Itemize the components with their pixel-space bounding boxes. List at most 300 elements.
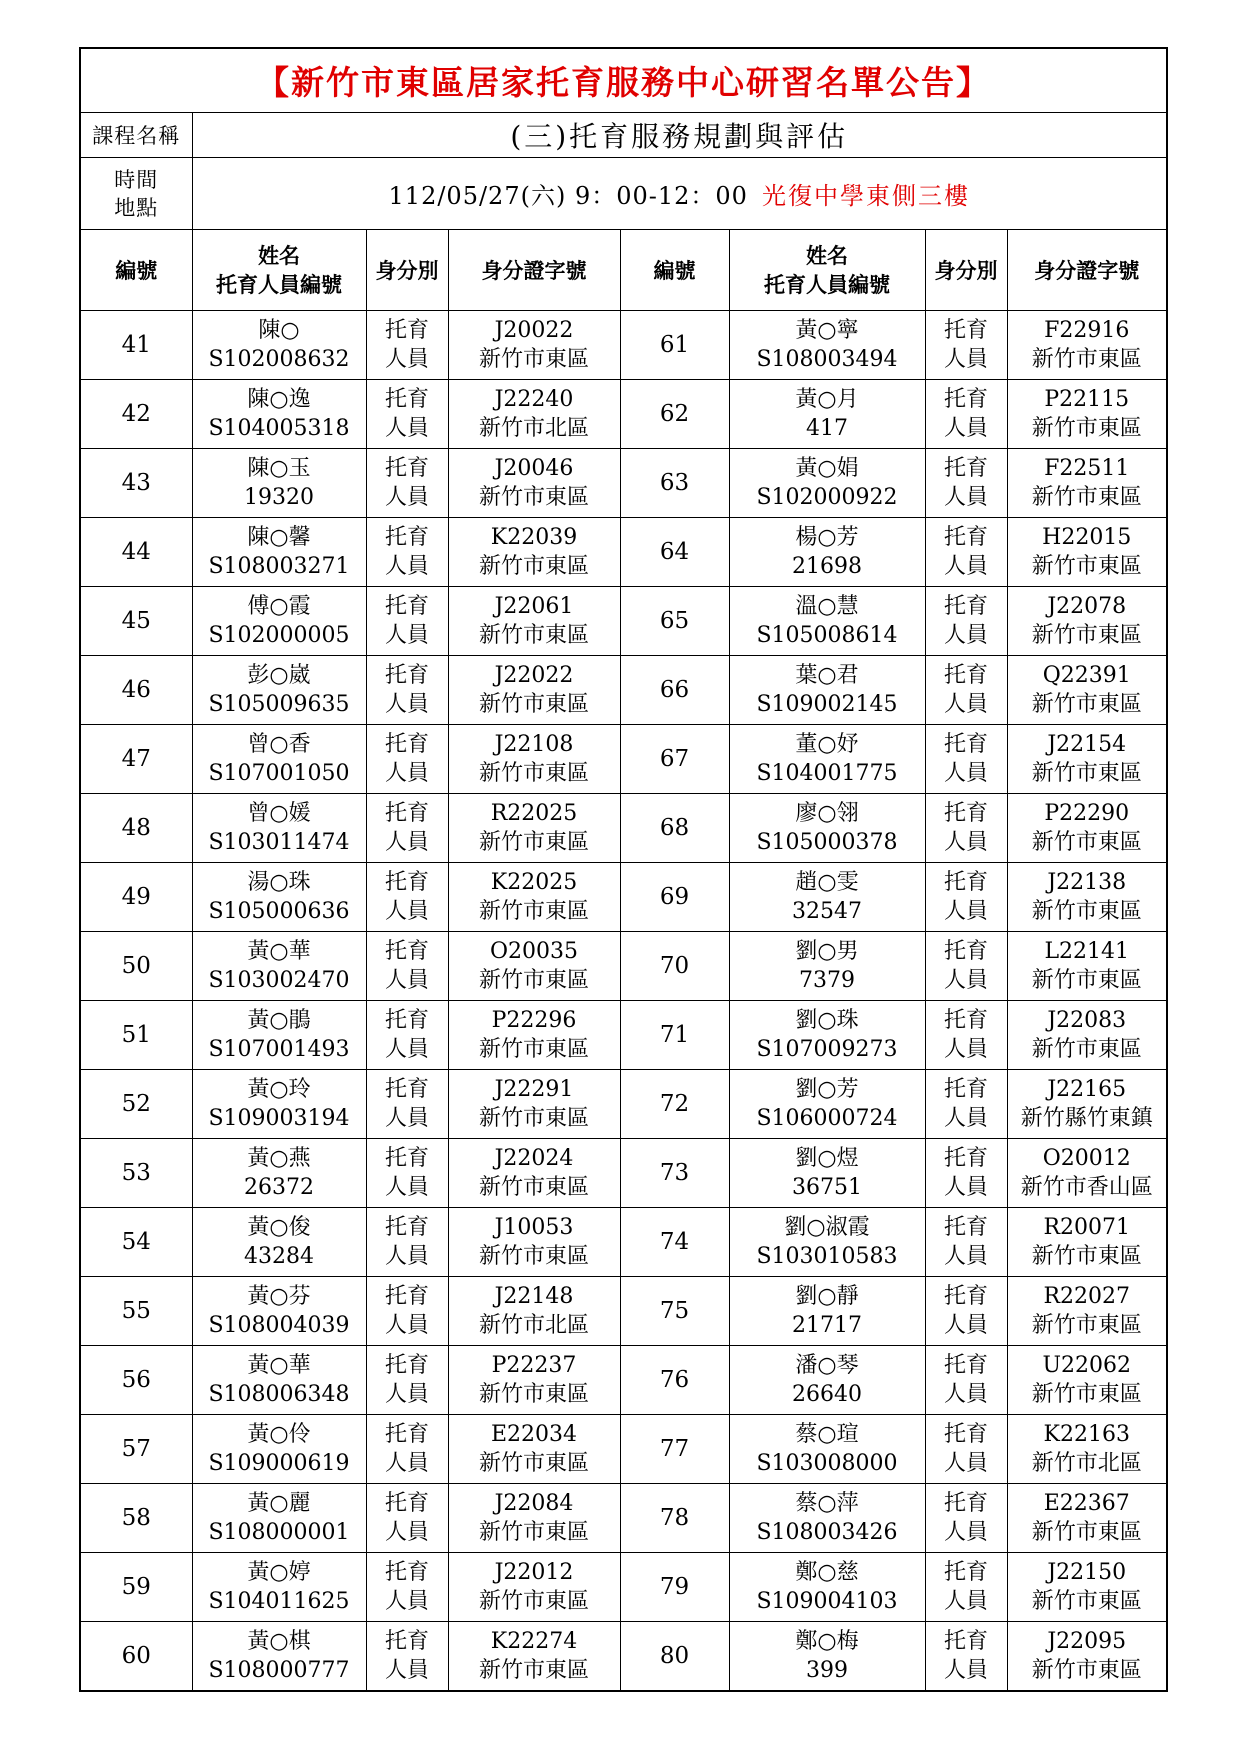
- entry-id: P22237: [491, 1353, 577, 1378]
- header-no-label: 編號: [115, 257, 158, 283]
- entry-no: 61: [659, 331, 690, 358]
- entry-id: J22024: [494, 1146, 574, 1171]
- entry-district: 新竹市東區: [1031, 830, 1142, 855]
- entry-role: 托育人員: [943, 663, 988, 717]
- entry-role-cell: [925, 794, 1007, 863]
- entry-name: 劉○煜: [795, 1146, 859, 1171]
- course-label-cell: [80, 113, 192, 158]
- entry-id-cell: [448, 1346, 620, 1415]
- entry-name: 潘○琴: [795, 1353, 859, 1378]
- entry-district: 新竹市東區: [1031, 623, 1142, 648]
- entry-district: 新竹市東區: [478, 1658, 589, 1683]
- entry-id-cell: [1007, 587, 1167, 656]
- entry-no: 77: [659, 1435, 690, 1462]
- entry-id: K22274: [490, 1629, 578, 1654]
- entry-staff-no: S108004039: [208, 1313, 350, 1338]
- entry-no: 45: [121, 607, 151, 634]
- course-row: [80, 113, 1167, 158]
- entry-name: 黃○玲: [247, 1077, 311, 1102]
- time-value: 112/05/27(六) 9：00-12：00: [388, 182, 748, 210]
- entry-name: 劉○芳: [795, 1077, 859, 1102]
- entry-no: 58: [121, 1504, 151, 1531]
- entry-no: 46: [121, 676, 151, 703]
- entry-name-cell: [729, 311, 925, 380]
- table-row: [80, 1277, 1167, 1346]
- entry-id: H22015: [1042, 525, 1132, 550]
- entry-district: 新竹市東區: [478, 1106, 589, 1131]
- header-role-label: 身分別: [934, 257, 998, 283]
- entry-name-cell: [192, 587, 366, 656]
- entry-id-cell: [1007, 1415, 1167, 1484]
- entry-no: 60: [121, 1642, 151, 1669]
- entry-no: 78: [659, 1504, 690, 1531]
- entry-role: 托育人員: [943, 1146, 988, 1200]
- table-row: [80, 1484, 1167, 1553]
- entry-staff-no: S107001050: [208, 761, 350, 786]
- entry-role-cell: [366, 863, 448, 932]
- entry-name: 溫○慧: [795, 594, 859, 619]
- entry-role-cell: [925, 518, 1007, 587]
- course-label: 課程名稱: [92, 124, 181, 148]
- entry-id: J20022: [494, 318, 574, 343]
- entry-no-cell: [80, 1415, 192, 1484]
- entry-role: 托育人員: [943, 939, 988, 993]
- entry-name: 趙○雯: [795, 870, 859, 895]
- entry-name-cell: [192, 1139, 366, 1208]
- entry-id: O20035: [489, 939, 579, 964]
- entry-no: 69: [659, 883, 690, 910]
- entry-district: 新竹市東區: [478, 1589, 589, 1614]
- title-cell: [80, 48, 1167, 113]
- entry-role-cell: [925, 449, 1007, 518]
- entry-staff-no: S109000619: [208, 1451, 350, 1476]
- entry-name-cell: [192, 518, 366, 587]
- entry-staff-no: S107001493: [208, 1037, 350, 1062]
- entry-id-cell: [448, 1277, 620, 1346]
- entry-district: 新竹市東區: [478, 485, 589, 510]
- entry-name: 黃○娟: [795, 456, 859, 481]
- entry-id-cell: [448, 794, 620, 863]
- entry-no: 53: [121, 1159, 151, 1186]
- entry-role: 托育人員: [384, 456, 429, 510]
- entry-name: 葉○君: [795, 663, 859, 688]
- entry-no: 41: [121, 331, 151, 358]
- entry-no: 63: [659, 469, 690, 496]
- header-no: [80, 230, 192, 311]
- entry-name: 黃○寧: [795, 318, 859, 343]
- entry-name-cell: [192, 932, 366, 1001]
- entry-role: 托育人員: [384, 1491, 429, 1545]
- entry-no-cell: [80, 449, 192, 518]
- entry-name: 蔡○萍: [795, 1491, 859, 1516]
- entry-no-cell: [80, 1346, 192, 1415]
- entry-no-cell: [80, 794, 192, 863]
- entry-staff-no: S108003426: [756, 1520, 898, 1545]
- entry-district: 新竹市東區: [478, 761, 589, 786]
- entry-id: F22511: [1044, 456, 1130, 481]
- entry-role: 托育人員: [943, 525, 988, 579]
- entry-name: 曾○香: [247, 732, 311, 757]
- entry-no: 76: [659, 1366, 690, 1393]
- entry-id-cell: [1007, 1139, 1167, 1208]
- entry-role: 托育人員: [943, 870, 988, 924]
- entry-role-cell: [925, 1622, 1007, 1692]
- entry-role: 托育人員: [943, 1629, 988, 1683]
- entry-role: 托育人員: [384, 1008, 429, 1062]
- entry-role-cell: [366, 587, 448, 656]
- entry-id-cell: [448, 587, 620, 656]
- header-id-label: 身分證字號: [481, 257, 587, 283]
- entry-district: 新竹市東區: [1031, 1313, 1142, 1338]
- entry-staff-no: 26372: [244, 1175, 314, 1200]
- table-row: [80, 725, 1167, 794]
- entry-no: 68: [659, 814, 690, 841]
- entry-name-cell: [729, 1070, 925, 1139]
- entry-district: 新竹市東區: [1031, 692, 1142, 717]
- entry-staff-no: 36751: [792, 1175, 862, 1200]
- entry-no-cell: [620, 1001, 729, 1070]
- entry-id-cell: [1007, 1001, 1167, 1070]
- entry-id-cell: [448, 1070, 620, 1139]
- entry-no-cell: [80, 932, 192, 1001]
- entry-name-cell: [192, 863, 366, 932]
- entry-role: 托育人員: [384, 1422, 429, 1476]
- entry-id: L22141: [1044, 939, 1130, 964]
- entry-district: 新竹市香山區: [1020, 1175, 1153, 1200]
- entry-no-cell: [620, 1208, 729, 1277]
- entry-no: 47: [121, 745, 151, 772]
- entry-role-cell: [366, 1553, 448, 1622]
- entry-id-cell: [1007, 518, 1167, 587]
- entry-district: 新竹市東區: [1031, 1520, 1142, 1545]
- header-no: [620, 230, 729, 311]
- entry-district: 新竹市北區: [1031, 1451, 1142, 1476]
- entry-no-cell: [620, 1139, 729, 1208]
- entry-name: 劉○男: [795, 939, 859, 964]
- entry-name-cell: [729, 932, 925, 1001]
- entry-id: J10053: [494, 1215, 574, 1240]
- entry-id-cell: [1007, 449, 1167, 518]
- entry-name: 黃○麗: [247, 1491, 311, 1516]
- page-title: 【新竹市東區居家托育服務中心研習名單公告】: [256, 63, 991, 102]
- entry-id-cell: [1007, 1208, 1167, 1277]
- entry-name-cell: [192, 725, 366, 794]
- entry-no-cell: [620, 932, 729, 1001]
- entry-name: 鄭○梅: [795, 1629, 859, 1654]
- entry-role-cell: [366, 1001, 448, 1070]
- entry-staff-no: S102008632: [208, 347, 350, 372]
- entry-name-cell: [192, 794, 366, 863]
- course-value-cell: [192, 113, 1167, 158]
- entry-no: 51: [121, 1021, 151, 1048]
- entry-no-cell: [620, 1346, 729, 1415]
- entry-no: 66: [659, 676, 690, 703]
- entry-staff-no: S102000922: [756, 485, 898, 510]
- entry-id: J22154: [1047, 732, 1127, 757]
- entry-role: 托育人員: [384, 387, 429, 441]
- header-staff-no-label: 托育人員編號: [216, 272, 342, 297]
- entry-no-cell: [80, 1070, 192, 1139]
- entry-district: 新竹市東區: [478, 830, 589, 855]
- entry-role-cell: [925, 656, 1007, 725]
- entry-role: 托育人員: [384, 1353, 429, 1407]
- table-row: [80, 1553, 1167, 1622]
- entry-id: J22240: [494, 387, 574, 412]
- roster-table: [79, 47, 1168, 1692]
- entry-name: 黃○燕: [247, 1146, 311, 1171]
- entry-id: U22062: [1042, 1353, 1132, 1378]
- entry-name-cell: [729, 1139, 925, 1208]
- entry-role: 托育人員: [943, 732, 988, 786]
- entry-id: J22022: [494, 663, 574, 688]
- entry-role-cell: [925, 1070, 1007, 1139]
- entry-district: 新竹市東區: [1031, 1382, 1142, 1407]
- entry-role-cell: [366, 1208, 448, 1277]
- entry-id: K22025: [490, 870, 578, 895]
- entry-name-cell: [192, 656, 366, 725]
- entry-name: 董○妤: [795, 732, 859, 757]
- entry-id: F22916: [1044, 318, 1130, 343]
- entry-role-cell: [366, 380, 448, 449]
- entry-role-cell: [366, 1484, 448, 1553]
- entry-staff-no: S105008614: [756, 623, 898, 648]
- entry-role-cell: [366, 932, 448, 1001]
- entry-no-cell: [80, 1277, 192, 1346]
- entry-id: J22291: [494, 1077, 574, 1102]
- entry-role: 托育人員: [943, 318, 988, 372]
- entry-role-cell: [925, 587, 1007, 656]
- entry-no: 73: [659, 1159, 690, 1186]
- entry-id-cell: [1007, 863, 1167, 932]
- entry-id: J22150: [1047, 1560, 1127, 1585]
- entry-role-cell: [366, 1070, 448, 1139]
- entry-staff-no: S108003271: [208, 554, 350, 579]
- entry-staff-no: 417: [806, 416, 848, 441]
- entry-staff-no: S104005318: [208, 416, 350, 441]
- entry-id-cell: [448, 449, 620, 518]
- entry-district: 新竹市東區: [478, 554, 589, 579]
- entry-role: 托育人員: [943, 801, 988, 855]
- entry-name: 楊○芳: [795, 525, 859, 550]
- entry-role-cell: [925, 863, 1007, 932]
- entry-name: 陳○逸: [247, 387, 311, 412]
- entry-staff-no: 32547: [792, 899, 862, 924]
- entry-name: 劉○靜: [795, 1284, 859, 1309]
- entry-no-cell: [80, 863, 192, 932]
- entry-name: 黃○華: [247, 939, 311, 964]
- entry-id-cell: [1007, 656, 1167, 725]
- entry-no-cell: [620, 1553, 729, 1622]
- entry-no-cell: [80, 311, 192, 380]
- entry-district: 新竹市東區: [1031, 1037, 1142, 1062]
- entry-no: 70: [659, 952, 690, 979]
- entry-name: 陳○馨: [247, 525, 311, 550]
- entry-name-cell: [729, 1346, 925, 1415]
- course-name: (三)托育服務規劃與評估: [510, 120, 849, 153]
- entry-district: 新竹市北區: [478, 416, 589, 441]
- entry-no-cell: [620, 518, 729, 587]
- header-row: [80, 230, 1167, 311]
- entry-role-cell: [366, 311, 448, 380]
- entry-role-cell: [925, 1277, 1007, 1346]
- header-role-label: 身分別: [375, 257, 439, 283]
- entry-id: J22148: [494, 1284, 574, 1309]
- entry-district: 新竹市東區: [478, 899, 589, 924]
- entry-role: 托育人員: [384, 732, 429, 786]
- entry-no-cell: [620, 1415, 729, 1484]
- entry-no: 57: [121, 1435, 151, 1462]
- entry-staff-no: S108006348: [208, 1382, 350, 1407]
- entry-staff-no: 399: [806, 1658, 848, 1683]
- entry-no-cell: [620, 1070, 729, 1139]
- entry-id-cell: [1007, 1484, 1167, 1553]
- entry-role-cell: [366, 794, 448, 863]
- entry-id-cell: [448, 518, 620, 587]
- entry-role: 托育人員: [943, 1353, 988, 1407]
- table-row: [80, 1139, 1167, 1208]
- table-row: [80, 449, 1167, 518]
- entry-role-cell: [925, 1139, 1007, 1208]
- entry-role-cell: [366, 1346, 448, 1415]
- entry-id: O20012: [1042, 1146, 1131, 1171]
- entry-name-cell: [729, 1001, 925, 1070]
- entry-id: J22078: [1047, 594, 1127, 619]
- entry-name: 鄭○慈: [795, 1560, 859, 1585]
- entry-no-cell: [620, 380, 729, 449]
- entry-staff-no: S104001775: [756, 761, 898, 786]
- entry-no: 80: [659, 1642, 690, 1669]
- entry-id-cell: [448, 656, 620, 725]
- entry-no: 43: [121, 469, 151, 496]
- entry-name-cell: [192, 1001, 366, 1070]
- entry-id: P22296: [491, 1008, 577, 1033]
- entry-no: 62: [659, 400, 690, 427]
- entry-district: 新竹市東區: [1031, 485, 1142, 510]
- entry-id-cell: [1007, 794, 1167, 863]
- entry-no-cell: [620, 863, 729, 932]
- entry-staff-no: 19320: [244, 485, 314, 510]
- entry-id-cell: [448, 1484, 620, 1553]
- entry-role-cell: [925, 725, 1007, 794]
- entry-id-cell: [448, 932, 620, 1001]
- entry-id-cell: [1007, 380, 1167, 449]
- entry-district: 新竹市東區: [1031, 899, 1142, 924]
- entry-id-cell: [1007, 1553, 1167, 1622]
- entry-name-cell: [729, 863, 925, 932]
- entry-staff-no: 43284: [244, 1244, 314, 1269]
- entry-staff-no: S103008000: [756, 1451, 898, 1476]
- entry-id: R22027: [1043, 1284, 1131, 1309]
- entry-name-cell: [192, 1208, 366, 1277]
- entry-id-cell: [1007, 932, 1167, 1001]
- entry-district: 新竹市東區: [1031, 416, 1142, 441]
- entry-no: 72: [659, 1090, 690, 1117]
- entry-role: 托育人員: [384, 525, 429, 579]
- entry-name-cell: [729, 1415, 925, 1484]
- entry-staff-no: S108000001: [208, 1520, 350, 1545]
- table-row: [80, 656, 1167, 725]
- entry-role: 托育人員: [943, 1008, 988, 1062]
- table-row: [80, 1070, 1167, 1139]
- entry-id: J22012: [494, 1560, 574, 1585]
- entry-district: 新竹市東區: [478, 347, 589, 372]
- entry-no: 75: [659, 1297, 690, 1324]
- entry-no-cell: [620, 1622, 729, 1692]
- entry-staff-no: S109003194: [208, 1106, 350, 1131]
- header-name: [729, 230, 925, 311]
- table-row: [80, 518, 1167, 587]
- entry-role: 托育人員: [943, 387, 988, 441]
- table-row: [80, 1346, 1167, 1415]
- entry-name-cell: [729, 794, 925, 863]
- entry-name: 廖○翎: [795, 801, 859, 826]
- entry-staff-no: S103002470: [208, 968, 350, 993]
- entry-role-cell: [925, 380, 1007, 449]
- entry-staff-no: S107009273: [756, 1037, 898, 1062]
- header-name-label: 姓名: [806, 243, 848, 268]
- entry-role: 托育人員: [943, 1077, 988, 1131]
- table-row: [80, 932, 1167, 1001]
- entry-no-cell: [80, 1622, 192, 1692]
- entry-role-cell: [366, 1139, 448, 1208]
- entry-district: 新竹市東區: [478, 1451, 589, 1476]
- entry-role-cell: [925, 1415, 1007, 1484]
- entry-name: 黃○鵑: [247, 1008, 311, 1033]
- entry-no-cell: [620, 794, 729, 863]
- entry-district: 新竹市東區: [1031, 347, 1142, 372]
- entry-name: 黃○芬: [247, 1284, 311, 1309]
- entry-name-cell: [192, 1277, 366, 1346]
- table-row: [80, 1415, 1167, 1484]
- entry-no: 59: [121, 1573, 151, 1600]
- location-label: 地點: [114, 195, 159, 220]
- entry-staff-no: S103011474: [208, 830, 350, 855]
- entry-name-cell: [729, 1622, 925, 1692]
- entry-no: 79: [659, 1573, 690, 1600]
- entry-name-cell: [192, 1484, 366, 1553]
- entry-district: 新竹市東區: [1031, 968, 1142, 993]
- entry-id-cell: [448, 863, 620, 932]
- entry-name-cell: [729, 518, 925, 587]
- entry-role: 托育人員: [943, 1422, 988, 1476]
- entry-role: 托育人員: [384, 1146, 429, 1200]
- entry-no-cell: [620, 656, 729, 725]
- entry-role: 托育人員: [384, 1560, 429, 1614]
- entry-role-cell: [925, 1208, 1007, 1277]
- schedule-label-cell: [80, 158, 192, 230]
- entry-id: J22061: [494, 594, 574, 619]
- title-row: [80, 48, 1167, 113]
- entry-no: 67: [659, 745, 690, 772]
- entry-id-cell: [448, 725, 620, 794]
- header-role: [925, 230, 1007, 311]
- table-row: [80, 863, 1167, 932]
- header-id: [448, 230, 620, 311]
- entry-id: J22095: [1047, 1629, 1127, 1654]
- entry-district: 新竹市東區: [478, 968, 589, 993]
- entry-no-cell: [620, 1277, 729, 1346]
- entry-district: 新竹市東區: [1031, 761, 1142, 786]
- entry-staff-no: S104011625: [208, 1589, 350, 1614]
- entry-district: 新竹市東區: [478, 623, 589, 648]
- location-value: 光復中學東側三樓: [761, 182, 970, 210]
- entry-role: 托育人員: [943, 594, 988, 648]
- entry-name: 黃○婷: [247, 1560, 311, 1585]
- entry-name: 彭○崴: [247, 663, 311, 688]
- entry-district: 新竹市東區: [478, 692, 589, 717]
- entry-role: 托育人員: [384, 801, 429, 855]
- entry-name-cell: [192, 1622, 366, 1692]
